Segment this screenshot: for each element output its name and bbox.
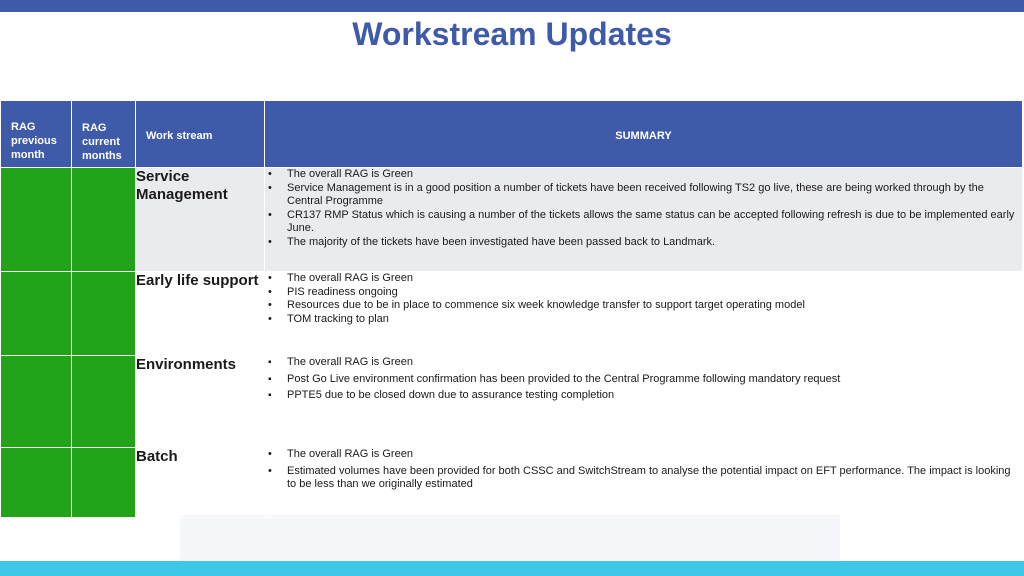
header-work-stream: Work stream (136, 101, 265, 168)
summary-bullet: • CR137 RMP Status which is causing a number of the tickets allows the same status can be accepted following refresh is due to be implemented early June. (265, 209, 1022, 236)
summary-bullet: • The majority of the tickets have been investigated have been passed back to Landmark. (265, 236, 1022, 250)
rag-previous-indicator (1, 272, 72, 356)
summary-bullet: • The overall RAG is Green (265, 168, 1022, 182)
workstream-summary (265, 356, 1023, 448)
summary-bullet: • TOM tracking to plan (265, 313, 1022, 327)
workstream-name: Early life support (136, 272, 265, 356)
workstream-summary (265, 448, 1023, 518)
workstream-table (0, 100, 1023, 518)
summary-bullet: ▪ The overall RAG is Green (265, 356, 1022, 370)
page-title: Workstream Updates (352, 16, 672, 52)
rag-previous-indicator (1, 448, 72, 518)
workstream-summary (265, 168, 1023, 272)
table-row-early-life-support (1, 272, 1023, 356)
top-accent-bar (0, 0, 1024, 12)
rag-current-indicator (72, 272, 136, 356)
rag-previous-indicator (1, 168, 72, 272)
rag-previous-indicator (1, 356, 72, 448)
header-summary: SUMMARY (265, 101, 1023, 168)
workstream-name: Batch (136, 448, 265, 518)
rag-current-indicator (72, 168, 136, 272)
header-rag-current: RAG current months (72, 101, 136, 168)
table-row-batch (1, 448, 1023, 518)
summary-bullet: • Service Management is in a good position a number of tickets have been received following TS2 go live, these are being worked through by the Central Programme (265, 182, 1022, 209)
table-header-row (1, 101, 1023, 168)
rag-current-indicator (72, 448, 136, 518)
workstream-name: Environments (136, 356, 265, 448)
summary-bullet: ▪ Post Go Live environment confirmation has been provided to the Central Programme following mandatory request (265, 373, 1022, 387)
workstream-name: Service Management (136, 168, 265, 272)
bottom-accent-bar (0, 561, 1024, 576)
summary-bullet: ▪ PPTE5 due to be closed down due to assurance testing completion (265, 389, 1022, 403)
summary-bullet: • PIS readiness ongoing (265, 286, 1022, 300)
summary-bullet: • Estimated volumes have been provided for both CSSC and SwitchStream to analyse the potential impact on EFT performance. The impact is looking to be less than we originally estimated (265, 465, 1022, 492)
summary-bullet: • Resources due to be in place to commence six week knowledge transfer to support target operating model (265, 299, 1022, 313)
header-rag-previous: RAG previous month (1, 101, 72, 168)
table-row-service-management (1, 168, 1023, 272)
summary-bullet: • The overall RAG is Green (265, 448, 1022, 462)
background-decoration (180, 515, 840, 561)
workstream-summary (265, 272, 1023, 356)
table-row-environments (1, 356, 1023, 448)
summary-bullet: • The overall RAG is Green (265, 272, 1022, 286)
rag-current-indicator (72, 356, 136, 448)
